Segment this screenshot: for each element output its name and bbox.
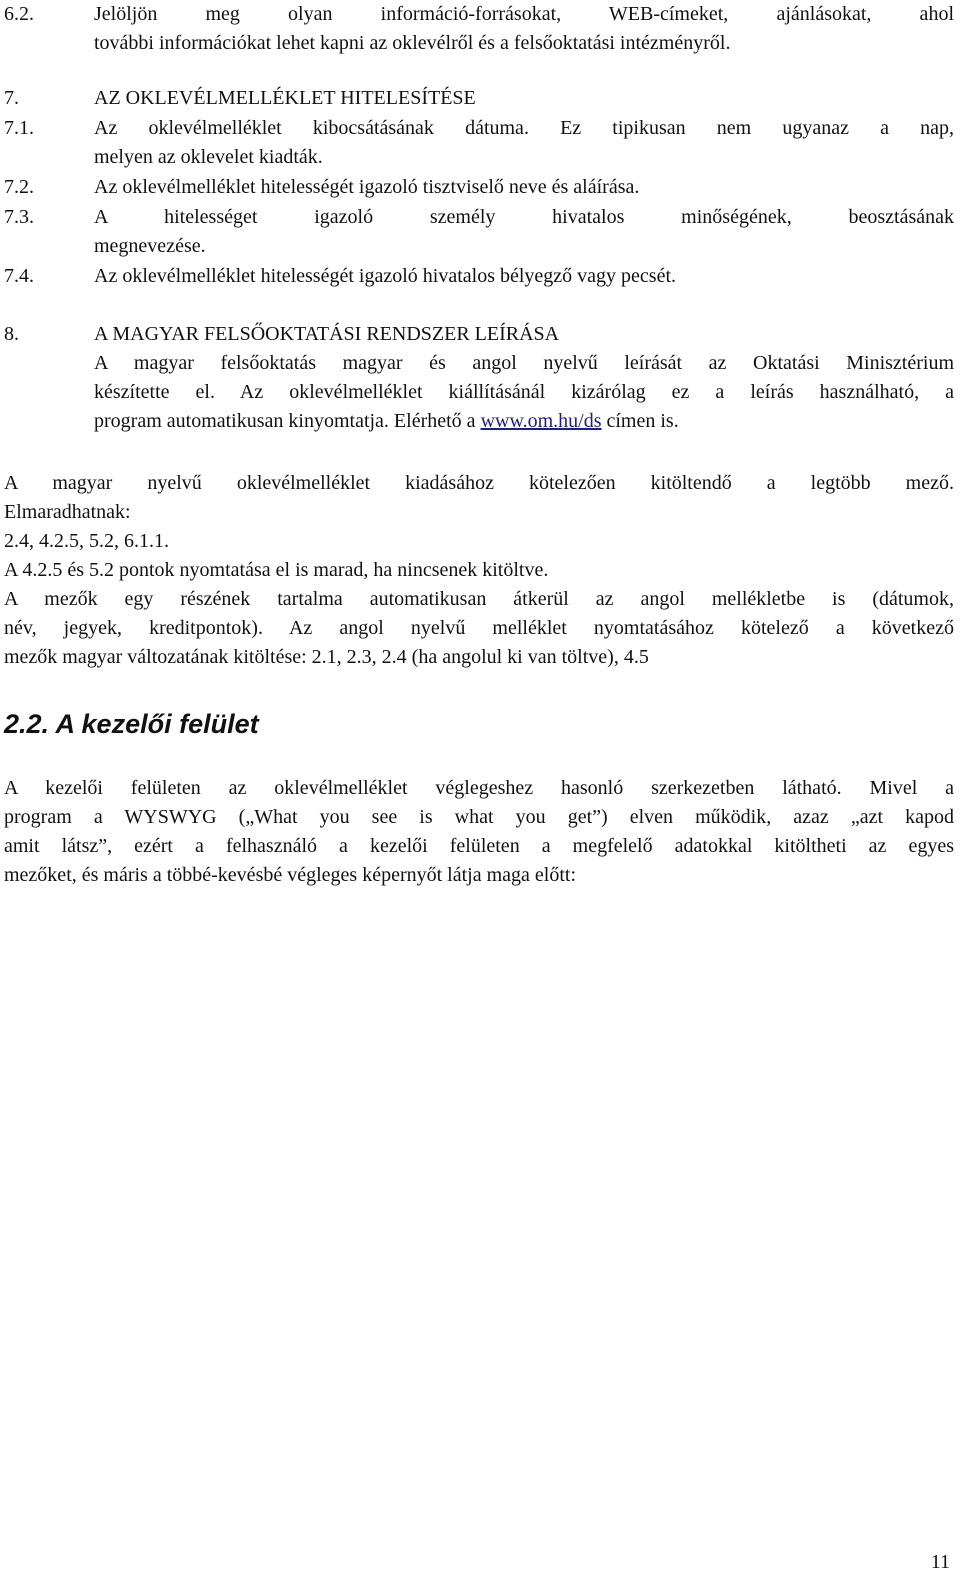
item-number: 7.1.: [4, 117, 34, 139]
ds-web-link[interactable]: www.om.hu/ds: [480, 410, 602, 432]
item-7-3: [4, 203, 954, 261]
item-number: 7.4.: [4, 265, 34, 287]
paragraph-line: 2.4, 4.2.5, 5.2, 6.1.1.: [4, 530, 169, 552]
item-number: 7.2.: [4, 176, 34, 198]
item-number: 7.3.: [4, 206, 34, 228]
paragraph-line: mezőket, és máris a többé-kevésbé végleges képernyőt látja maga előtt:: [4, 864, 577, 886]
item-text-line: Az oklevélmelléklet hitelességét igazoló hivatalos bélyegző vagy pecsét.: [94, 265, 677, 287]
paragraph-required-fields: [4, 469, 954, 672]
page-number: 11: [930, 1551, 950, 1573]
paragraph-line: mezők magyar változatának kitöltése: 2.1, 2.3, 2.4 (ha angolul ki van töltve), 4.5: [4, 646, 649, 668]
item-7-1: [4, 114, 954, 172]
paragraph-line: A 4.2.5 és 5.2 pontok nyomtatása el is marad, ha nincsenek kitöltve.: [4, 559, 549, 581]
paragraph-interface: [4, 774, 954, 890]
item-7: [4, 84, 954, 113]
item-number: 6.2.: [4, 3, 34, 25]
item-6-2: [4, 0, 954, 58]
item-text-line: AZ OKLEVÉLMELLÉKLET HITELESÍTÉSE: [94, 87, 476, 109]
section-heading: 2.2. A kezelői felület: [4, 709, 259, 739]
item-text-line: további információkat lehet kapni az oklevélről és a felsőoktatási intézményről.: [94, 32, 731, 54]
item-text-line: Az oklevélmelléklet hitelességét igazoló tisztviselő neve és aláírása.: [94, 176, 640, 198]
paragraph-line: A magyar nyelvű oklevélmelléklet kiadásához kötelezően kitöltendő a legtöbb mező.: [4, 472, 954, 494]
paragraph-line: program a WYSWYG („What you see is what you get”) elven működik, azaz „azt kapod: [4, 806, 954, 828]
item-text-segment: címen is.: [601, 410, 679, 432]
item-text-line: megnevezése.: [94, 235, 206, 257]
item-text-line: Az oklevélmelléklet kibocsátásának dátuma. Ez tipikusan nem ugyanaz a nap,: [94, 117, 954, 139]
item-number: 8.: [4, 323, 19, 345]
item-text-line: A MAGYAR FELSŐOKTATÁSI RENDSZER LEÍRÁSA: [94, 323, 560, 345]
item-7-2: [4, 173, 954, 202]
paragraph-line: A kezelői felületen az oklevélmelléklet véglegeshez hasonló szerkezetben látható. Mivel a: [4, 777, 954, 799]
item-text-line: készítette el. Az oklevélmelléklet kiállításánál kizárólag ez a leírás használható, a: [94, 381, 954, 403]
item-text-segment: program automatikusan kinyomtatja. Elérhető a: [94, 410, 481, 432]
paragraph-line: amit látsz”, ezért a felhasználó a kezelői felületen a megfelelő adatokkal kitöltheti az egyes: [4, 835, 954, 857]
item-8: [4, 320, 954, 436]
paragraph-line: név, jegyek, kreditpontok). Az angol nyelvű melléklet nyomtatásához kötelező a következő: [4, 617, 954, 639]
item-text-line: A magyar felsőoktatás magyar és angol nyelvű leírását az Oktatási Minisztérium: [94, 352, 954, 374]
item-text-line: A hitelességet igazoló személy hivatalos minőségének, beosztásának: [94, 206, 954, 228]
paragraph-line: A mezők egy részének tartalma automatikusan átkerül az angol mellékletbe is (dátumok,: [4, 588, 954, 610]
item-text-line: [94, 407, 954, 436]
item-text-line: melyen az oklevelet kiadták.: [94, 146, 323, 168]
item-text-line: Jelöljön meg olyan információ-forrásokat, WEB-címeket, ajánlásokat, ahol: [94, 3, 954, 25]
item-number: 7.: [4, 87, 19, 109]
paragraph-line: Elmaradhatnak:: [4, 501, 131, 523]
item-7-4: [4, 262, 954, 291]
